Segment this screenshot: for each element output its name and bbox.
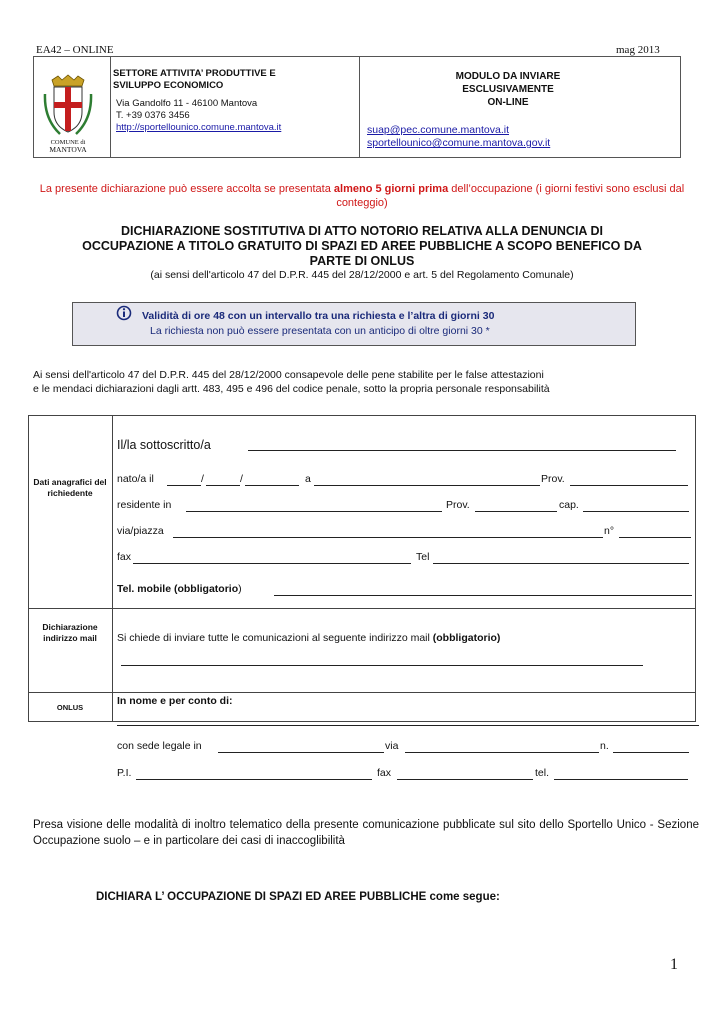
document-title: DICHIARAZIONE SOSTITUTIVA DI ATTO NOTORIO RELATIVA ALLA DENUNCIA DI OCCUPAZIONE A TITOLO GRATUITO DI SPAZI ED AREE PUBBLICHE A SCOPO BENEFICO DA PARTE DI ONLUS: [82, 224, 642, 268]
sportello-email-link[interactable]: sportellounico@comune.mantova.gov.it: [367, 137, 551, 149]
sede-label: con sede legale in: [117, 740, 202, 752]
svg-text:COMUNE di: COMUNE di: [50, 139, 86, 146]
applicant-form: [28, 415, 696, 722]
preamble: Ai sensi dell'articolo 47 del D.P.R. 445 del 28/12/2000 consapevole delle pene stabilite per le false attestazioni e le mendaci dichiarazioni dagli artt. 483, 495 e 496 del codice penale, sotto la propria personale responsabilità: [33, 369, 550, 395]
pi-field[interactable]: [136, 768, 372, 780]
cap-label: cap.: [559, 499, 579, 511]
fax2-label: fax: [377, 767, 392, 779]
form-code: EA42 – ONLINE: [36, 44, 114, 56]
via2-label: via: [385, 740, 399, 752]
street-field[interactable]: [173, 526, 603, 538]
sede-field[interactable]: [218, 741, 384, 753]
prov-label: Prov.: [541, 473, 565, 485]
birth-prov-field[interactable]: [570, 474, 688, 486]
validity-box: [72, 302, 636, 346]
civic-number-label: n°: [604, 525, 615, 537]
residente-label: residente in: [117, 499, 172, 511]
info-circle-icon: [116, 305, 132, 324]
office-name: SETTORE ATTIVITA’ PRODUTTIVE E SVILUPPO ECONOMICO: [113, 68, 276, 91]
fax-field[interactable]: [133, 552, 411, 564]
tel-field[interactable]: [433, 552, 689, 564]
coat-of-arms-icon: [40, 74, 96, 154]
validity-line-2: La richiesta non può essere presentata con un anticipo di oltre giorni 30 *: [150, 325, 490, 337]
birth-year-field[interactable]: [245, 474, 299, 486]
email-list: [367, 124, 550, 150]
fax-label: fax: [117, 551, 132, 563]
email-field[interactable]: [121, 654, 643, 666]
onlus-street-field[interactable]: [405, 741, 599, 753]
sottoscritto-label: Il/la sottoscritto/a: [117, 438, 211, 452]
residence-field[interactable]: [186, 500, 442, 512]
sottoscritto-field[interactable]: [248, 439, 676, 451]
via-label: via/piazza: [117, 525, 164, 537]
form-date: mag 2013: [616, 44, 660, 56]
deadline-notice: La presente dichiarazione può essere accolta se presentata almeno 5 giorni prima dell’occupazione (i giorni festivi sono esclusi dal conteggio): [39, 183, 685, 209]
mobile-field[interactable]: [274, 584, 692, 596]
mail-request: Si chiede di inviare tutte le comunicazioni al seguente indirizzo mail (obbligatorio): [117, 632, 501, 644]
document-subtitle: (ai sensi dell'articolo 47 del D.P.R. 445 del 28/12/2000 e art. 5 del Regolamento Comunale): [150, 269, 574, 281]
nato-label: nato/a il: [117, 473, 154, 485]
modulo-label: MODULO DA INVIARE ESCLUSIVAMENTE ON-LINE: [455, 71, 561, 108]
pec-email-link[interactable]: suap@pec.comune.mantova.it: [367, 124, 509, 136]
residence-prov-label: Prov.: [446, 499, 470, 511]
section-label-applicant: Dati anagrafici del richiedente: [33, 477, 107, 498]
cap-field[interactable]: [583, 500, 689, 512]
section-label-mail: Dichiarazione indirizzo mail: [42, 622, 98, 643]
nome-conto-label: In nome e per conto di:: [117, 695, 233, 707]
pi-label: P.I.: [117, 767, 132, 779]
website-link[interactable]: http://sportellounico.comune.mantova.it: [116, 122, 282, 133]
residence-prov-field[interactable]: [475, 500, 557, 512]
tel2-label: tel.: [535, 767, 550, 779]
birth-month-field[interactable]: [206, 474, 240, 486]
presa-visione-text: Presa visione delle modalità di inoltro telematico della presente comunicazione pubblicate sul sito dello Sportello Unico - Sezione Occupazione suolo – e in particolare dei casi di inaccoglibilità: [33, 819, 699, 847]
civic-number-field[interactable]: [619, 526, 691, 538]
section-label-onlus: ONLUS: [56, 703, 84, 712]
comune-logo: [40, 74, 96, 154]
svg-text:MANTOVA: MANTOVA: [49, 145, 87, 154]
n2-label: n.: [600, 740, 609, 752]
mobile-label: Tel. mobile (obbligatorio): [117, 583, 242, 595]
onlus-number-field[interactable]: [613, 741, 689, 753]
validity-line-1: Validità di ore 48 con un intervallo tra una richiesta e l’altra di giorni 30: [142, 310, 495, 322]
onlus-tel-field[interactable]: [554, 768, 688, 780]
tel-label: Tel: [416, 551, 430, 563]
birthplace-field[interactable]: [314, 474, 540, 486]
onlus-name-field[interactable]: [117, 714, 699, 726]
onlus-fax-field[interactable]: [397, 768, 533, 780]
dichiara-heading: DICHIARA L’ OCCUPAZIONE DI SPAZI ED AREE PUBBLICHE come segue:: [96, 891, 500, 903]
office-address: Via Gandolfo 11 - 46100 Mantova T. +39 0376 3456 http://sportellounico.comune.mantova.it: [116, 98, 282, 133]
birth-day-field[interactable]: [167, 474, 201, 486]
a-label: a: [305, 473, 311, 485]
page-number: 1: [670, 956, 678, 973]
